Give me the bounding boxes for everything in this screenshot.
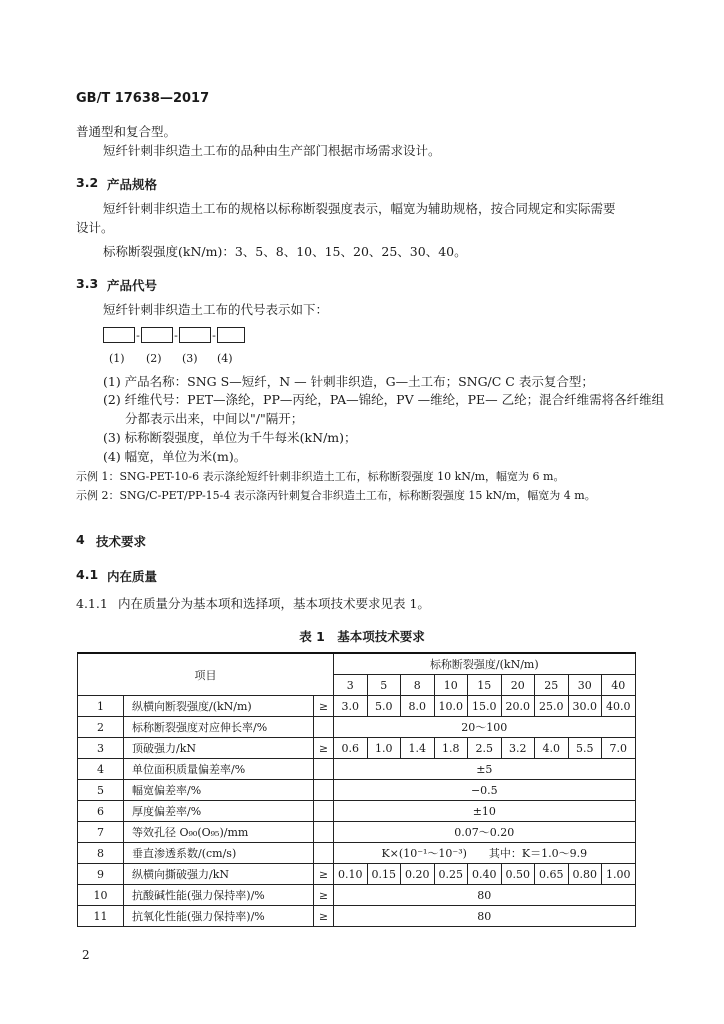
row-number: 11: [78, 906, 124, 927]
row-ge: [314, 801, 334, 822]
table-header-item: 项目: [78, 653, 334, 696]
row-ge: ≥: [314, 738, 334, 759]
row-item: 等效孔径 O₉₀(O₉₅)/mm: [124, 822, 314, 843]
code-label: (1): [109, 352, 125, 365]
row-item: 厚度偏差率/%: [124, 801, 314, 822]
cell-span: 80: [334, 906, 636, 927]
row-number: 7: [78, 822, 124, 843]
list-item: (1) 产品名称：SNG S—短纤，N — 针刺非织造，G—土工布；SNG/C C 表示复合型；: [103, 374, 594, 389]
column-header: 3: [334, 675, 368, 696]
cell-value: 1.0: [367, 738, 401, 759]
row-ge: ≥: [314, 885, 334, 906]
cell-value: 40.0: [602, 696, 636, 717]
cell-value: 0.6: [334, 738, 368, 759]
cell-span: ±10: [334, 801, 636, 822]
paragraph: 短纤针刺非织造土工布的品种由生产部门根据市场需求设计。: [103, 143, 441, 158]
cell-value: 7.0: [602, 738, 636, 759]
code-label: (3): [182, 352, 198, 365]
cell-span: −0.5: [334, 780, 636, 801]
table-row: [78, 759, 636, 780]
row-ge: ≥: [314, 906, 334, 927]
row-item: 幅宽偏差率/%: [124, 780, 314, 801]
row-number: 5: [78, 780, 124, 801]
paragraph: 内在质量分为基本项和选择项，基本项技术要求见表 1。: [118, 596, 430, 611]
cell-value: 20.0: [501, 696, 535, 717]
list-item: (3) 标称断裂强度，单位为千牛每米(kN/m)；: [103, 430, 357, 445]
column-header: 25: [535, 675, 569, 696]
cell-value: 0.50: [501, 864, 535, 885]
cell-span: 20～100: [334, 717, 636, 738]
code-label: (2): [146, 352, 162, 365]
row-ge: ≥: [314, 864, 334, 885]
column-header: 40: [602, 675, 636, 696]
cell-value: 0.10: [334, 864, 368, 885]
row-ge: [314, 759, 334, 780]
column-header: 20: [501, 675, 535, 696]
code-box: [103, 327, 135, 343]
paragraph: 标称断裂强度(kN/m)：3、5、8、10、15、20、25、30、40。: [103, 244, 467, 259]
example-text: 示例 1：SNG-PET-10-6 表示涤纶短纤针刺非织造土工布，标称断裂强度 10 kN/m，幅宽为 6 m。: [76, 470, 565, 483]
requirements-table: [77, 652, 636, 927]
row-item: 顶破强力/kN: [124, 738, 314, 759]
table-row: [78, 864, 636, 885]
table-row: [78, 780, 636, 801]
code-box: [179, 327, 211, 343]
cell-value: 10.0: [434, 696, 468, 717]
cell-value: 0.65: [535, 864, 569, 885]
cell-value: 1.00: [602, 864, 636, 885]
cell-value: 8.0: [401, 696, 435, 717]
column-header: 30: [568, 675, 602, 696]
section-number: 4: [76, 532, 85, 547]
row-number: 10: [78, 885, 124, 906]
table-header-group: 标称断裂强度/(kN/m): [334, 653, 636, 675]
cell-value: 30.0: [568, 696, 602, 717]
row-item: 抗氧化性能(强力保持率)/%: [124, 906, 314, 927]
row-number: 8: [78, 843, 124, 864]
cell-span: 80: [334, 885, 636, 906]
cell-value: 5.0: [367, 696, 401, 717]
list-item: (4) 幅宽，单位为米(m)。: [103, 449, 247, 464]
row-number: 6: [78, 801, 124, 822]
cell-value: 2.5: [468, 738, 502, 759]
cell-value: 0.15: [367, 864, 401, 885]
section-number: 4.1.1: [76, 596, 108, 611]
section-number: 4.1: [76, 567, 99, 582]
row-item: 垂直渗透系数/(cm/s): [124, 843, 314, 864]
cell-value: 3.0: [334, 696, 368, 717]
cell-value: 0.20: [401, 864, 435, 885]
row-ge: [314, 780, 334, 801]
list-item: 分都表示出来，中间以"/"隔开；: [125, 411, 304, 426]
row-number: 4: [78, 759, 124, 780]
cell-value: 25.0: [535, 696, 569, 717]
row-number: 9: [78, 864, 124, 885]
section-title: 产品代号: [107, 278, 158, 293]
cell-value: 4.0: [535, 738, 569, 759]
row-item: 标称断裂强度对应伸长率/%: [124, 717, 314, 738]
row-ge: [314, 717, 334, 738]
column-header: 15: [468, 675, 502, 696]
example-text: 示例 2：SNG/C-PET/PP-15-4 表示涤丙针刺复合非织造土工布，标称断裂强度 15 kN/m，幅宽为 4 m。: [76, 489, 596, 502]
table-row: [78, 885, 636, 906]
row-item: 纵横向断裂强度/(kN/m): [124, 696, 314, 717]
column-header: 10: [434, 675, 468, 696]
table-row: [78, 843, 636, 864]
section-number: 3.2: [76, 175, 99, 190]
paragraph: 短纤针刺非织造土工布的代号表示如下：: [103, 302, 329, 317]
cell-span: K×(10⁻¹～10⁻³) 其中：K＝1.0～9.9: [334, 843, 636, 864]
table-caption: 表 1 基本项技术要求: [299, 629, 425, 644]
table-row: [78, 717, 636, 738]
cell-value: 0.80: [568, 864, 602, 885]
code-box: [217, 327, 245, 343]
page-number: 2: [82, 948, 90, 962]
row-item: 抗酸碱性能(强力保持率)/%: [124, 885, 314, 906]
row-ge: [314, 843, 334, 864]
list-item: (2) 纤维代号：PET—涤纶，PP—丙纶，PA—锦纶，PV —维纶，PE— 乙纶；混合纤维需将各纤维组: [103, 392, 665, 407]
section-title: 技术要求: [96, 534, 147, 549]
code-label: (4): [217, 352, 233, 365]
table-row: [78, 696, 636, 717]
column-header: 5: [367, 675, 401, 696]
section-title: 产品规格: [107, 177, 158, 192]
cell-value: 3.2: [501, 738, 535, 759]
cell-value: 0.40: [468, 864, 502, 885]
table-row: [78, 801, 636, 822]
cell-value: 0.25: [434, 864, 468, 885]
table-row: [78, 738, 636, 759]
row-ge: ≥: [314, 696, 334, 717]
section-title: 内在质量: [107, 569, 158, 584]
row-number: 2: [78, 717, 124, 738]
paragraph: 普通型和复合型。: [76, 124, 177, 139]
paragraph: 设计。: [76, 220, 114, 235]
table-row: [78, 822, 636, 843]
row-number: 1: [78, 696, 124, 717]
cell-value: 1.4: [401, 738, 435, 759]
product-code-diagram: - - -: [103, 326, 245, 344]
document-header: GB/T 17638—2017: [76, 91, 210, 106]
section-number: 3.3: [76, 276, 99, 291]
row-ge: [314, 822, 334, 843]
cell-span: ±5: [334, 759, 636, 780]
column-header: 8: [401, 675, 435, 696]
paragraph: 短纤针刺非织造土工布的规格以标称断裂强度表示，幅宽为辅助规格，按合同规定和实际需要: [103, 201, 616, 216]
row-item: 单位面积质量偏差率/%: [124, 759, 314, 780]
cell-span: 0.07～0.20: [334, 822, 636, 843]
cell-value: 1.8: [434, 738, 468, 759]
row-number: 3: [78, 738, 124, 759]
row-item: 纵横向撕破强力/kN: [124, 864, 314, 885]
cell-value: 5.5: [568, 738, 602, 759]
table-row: [78, 906, 636, 927]
cell-value: 15.0: [468, 696, 502, 717]
code-box: [141, 327, 173, 343]
